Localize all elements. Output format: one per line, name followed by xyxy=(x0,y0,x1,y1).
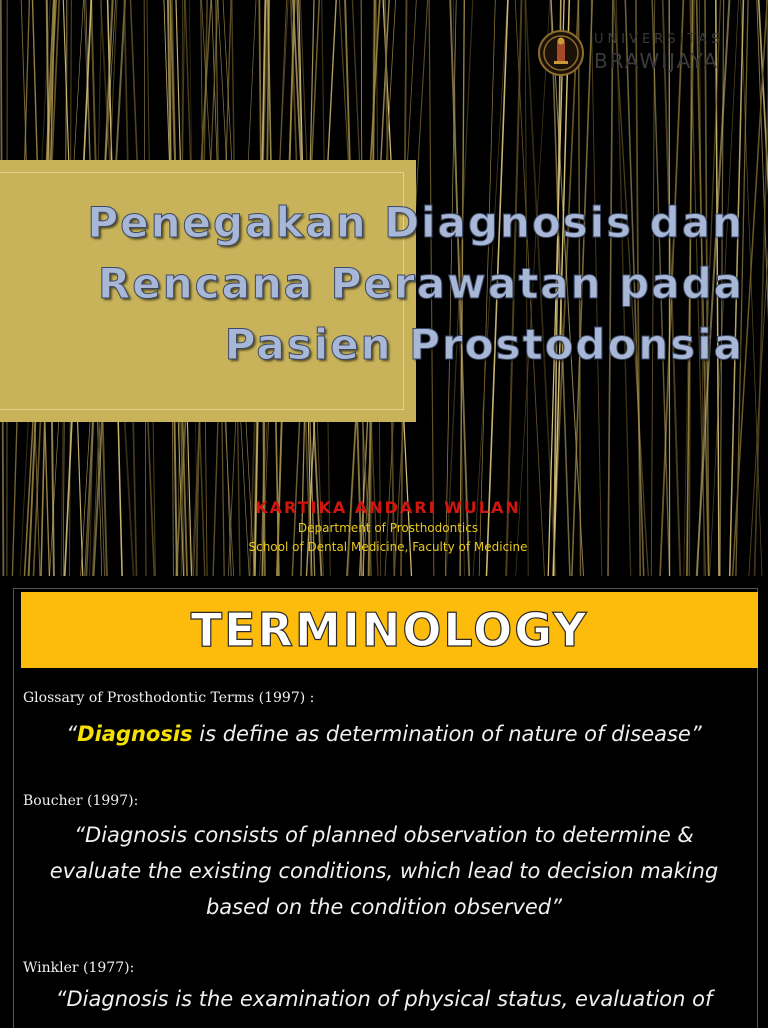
stripe-line xyxy=(749,0,768,576)
definition-quote-3 xyxy=(20,981,748,1017)
quote-open: “ xyxy=(66,722,77,746)
terminology-slide xyxy=(0,576,768,1024)
university-logo xyxy=(538,30,748,76)
author-block xyxy=(208,497,568,557)
logo-line2: BRAWIJAYA xyxy=(594,51,748,71)
quote-line: “Diagnosis consists of planned observation to determine & xyxy=(74,823,694,847)
presentation-title xyxy=(60,192,744,375)
author-name: KARTIKA ANDARI WULAN xyxy=(208,497,568,519)
quote-line: “Diagnosis is the examination of physical status, evaluation of xyxy=(56,987,713,1011)
highlighted-term: Diagnosis xyxy=(77,722,192,746)
school: School of Dental Medicine, Faculty of Medicine xyxy=(208,538,568,557)
slide-heading: TERMINOLOGY xyxy=(21,592,758,668)
definition-source-3: Winkler (1977): xyxy=(23,960,134,976)
definition-source-2: Boucher (1997): xyxy=(23,793,138,809)
title-line-2: Rencana Perawatan pada xyxy=(98,259,744,308)
definition-quote-2 xyxy=(20,817,748,925)
quote-rest: is define as determination of nature of disease” xyxy=(193,722,702,746)
logo-line1: UNIVERSITAS xyxy=(594,33,748,46)
quote-line: evaluate the existing conditions, which lead to decision making xyxy=(50,859,719,883)
university-seal-icon xyxy=(538,30,584,76)
title-line-1: Penegakan Diagnosis dan xyxy=(87,198,744,247)
department: Department of Prosthodontics xyxy=(208,519,568,538)
title-line-3: Pasien Prostodonsia xyxy=(225,320,744,369)
definition-quote-1 xyxy=(20,716,748,752)
university-name xyxy=(594,30,748,71)
definition-source-1: Glossary of Prosthodontic Terms (1997) : xyxy=(23,690,314,706)
quote-line: based on the condition observed” xyxy=(206,895,562,919)
